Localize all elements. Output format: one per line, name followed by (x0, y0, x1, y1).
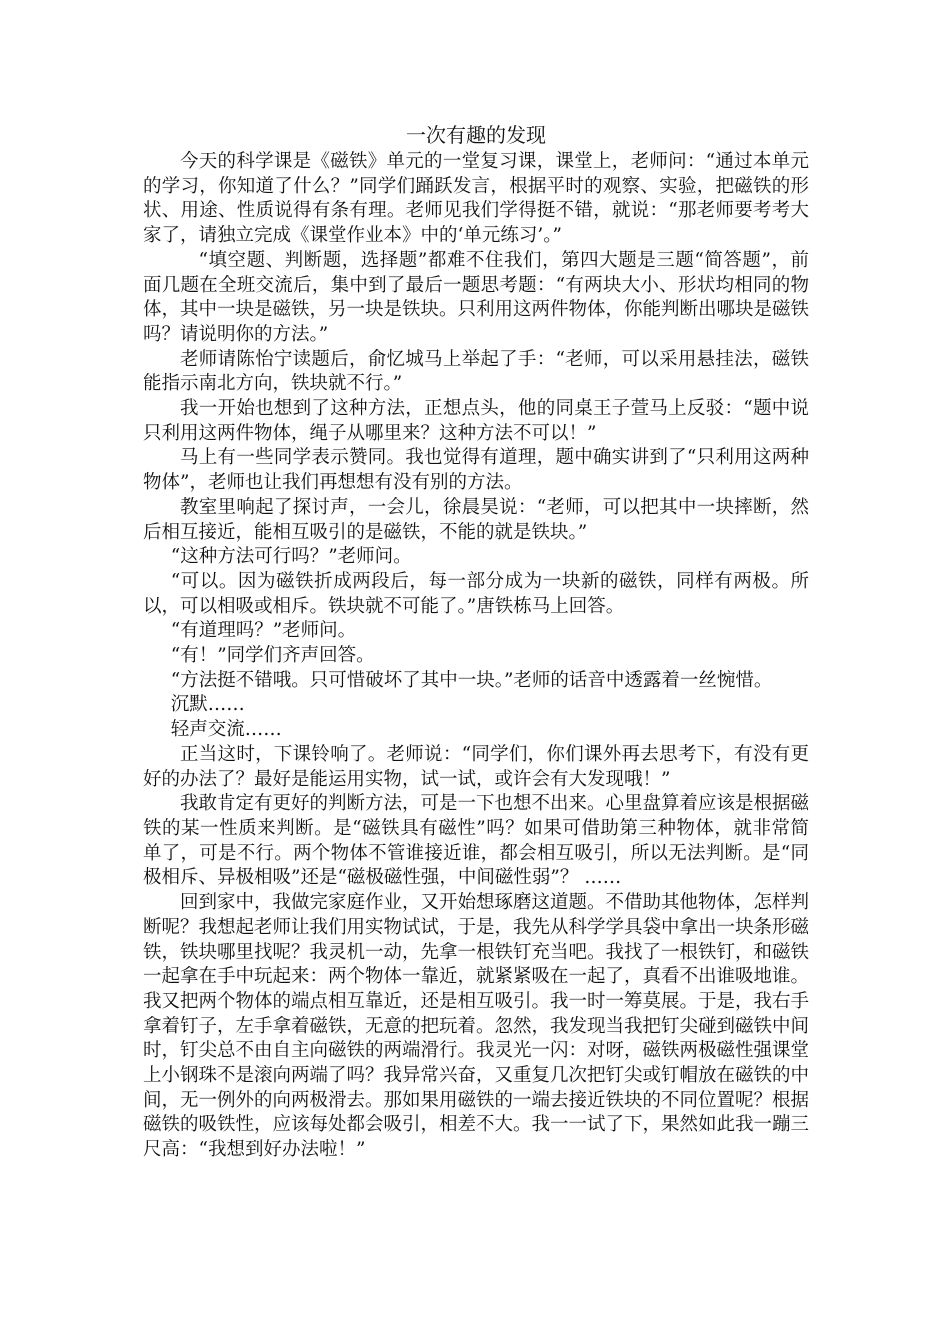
paragraph-10: “有！”同学们齐声回答。 (170, 645, 375, 667)
document-title: 一次有趣的发现 (406, 123, 546, 147)
paragraph-14: 正当这时，下课铃响了。老师说：“同学们，你们课外再去思考下，有没有更好的办法了？最好是能运用实物，试一试，或许会有大发现哦！” (143, 743, 809, 790)
paragraph-2: “填空题、判断题，选择题”都难不住我们，第四大题是三题“简答题”，前面几题在全班交流后，集中到了最后一题思考题：“有两块大小、形状均相同的物体，其中一块是磁铁，另一块是铁块。只利用这两件物体，你能判断出哪块是磁铁吗？请说明你的方法。” (143, 249, 810, 345)
document-page (143, 120, 809, 1163)
paragraph-4: 我一开始也想到了这种方法，正想点头，他的同桌王子萱马上反驳：“题中说只利用这两件物体，绳子从哪里来？这种方法不可以！” (143, 398, 809, 444)
paragraph-16: 回到家中，我做完家庭作业，又开始想琢磨这道题。不借助其他物体，怎样判断呢？我想起老师让我们用实物试试，于是，我先从科学学具袋中拿出一块条形磁铁，铁块哪里找呢？我灵机一动，先拿一根铁钉充当吧。我找了一根铁钉，和磁铁一起拿在手中玩起来：两个物体一靠近，就紧紧吸在一起了，真看不出谁吸地谁。我又把两个物体的端点相互靠近，还是相互吸引。我一时一筹莫展。于是，我右手拿着钉子，左手拿着磁铁，无意的把玩着。忽然，我发现当我把钉尖碰到磁铁中间时，钉尖总不由自主向磁铁的两端滑行。我灵光一闪：对呀，磁铁两极磁性强课堂上小钢珠不是滚向两端了吗？我异常兴奋，又重复几次把钉尖或钉帽放在磁铁的中间，无一例外的向两极滑去。那如果用磁铁的一端去接近铁块的不同位置呢？根据磁铁的吸铁性，应该每处都会吸引，相差不大。我一一试了下，果然如此我一蹦三尺高：“我想到好办法啦！” (143, 892, 810, 1161)
paragraph-15: 我敢肯定有更好的判断方法，可是一下也想不出来。心里盘算着应该是根据磁铁的某一性质来判断。是“磁铁具有磁性”吗？如果可借助第三种物体，就非常简单了，可是不行。两个物体不管谁接近谁，都会相互吸引，所以无法判断。是“同极相斥、异极相吸”还是“磁极磁性强，中间磁性弱”？ …… (143, 793, 810, 889)
paragraph-6: 教室里响起了探讨声，一会儿，徐晨昊说：“老师，可以把其中一块摔断，然后相互接近，能相互吸引的是磁铁，不能的就是铁块。” (143, 496, 809, 543)
paragraph-8: “可以。因为磁铁折成两段后，每一部分成为一块新的磁铁，同样有两极。所以，可以相吸或相斥。铁块就不可能了。”唐铁栋马上回答。 (143, 570, 809, 617)
paragraph-3: 老师请陈怡宁读题后，俞忆城马上举起了手：“老师，可以采用悬挂法，磁铁能指示南北方向，铁块就不行。” (143, 348, 809, 395)
paragraph-13: 轻声交流…… (170, 719, 282, 741)
paragraph-11: “方法挺不错哦。只可惜破坏了其中一块。”老师的话音中透露着一丝惋惜。 (170, 669, 773, 691)
paragraph-9: “有道理吗？”老师问。 (170, 620, 357, 642)
paragraph-7: “这种方法可行吗？”老师问。 (170, 546, 412, 568)
paragraph-12: 沉默…… (170, 694, 245, 716)
paragraph-1: 今天的科学课是《磁铁》单元的一堂复习课，课堂上，老师问：“通过本单元的学习，你知道了什么？”同学们踊跃发言，根据平时的观察、实验，把磁铁的形状、用途、性质说得有条有理。老师见我们学得挺不错，就说：“那老师要考考大家了，请独立完成《课堂作业本》中的‘单元练习’。” (143, 151, 809, 247)
paragraph-5: 马上有一些同学表示赞同。我也觉得有道理，题中确实讲到了“只利用这两种物体”，老师也让我们再想想有没有别的方法。 (143, 447, 809, 494)
